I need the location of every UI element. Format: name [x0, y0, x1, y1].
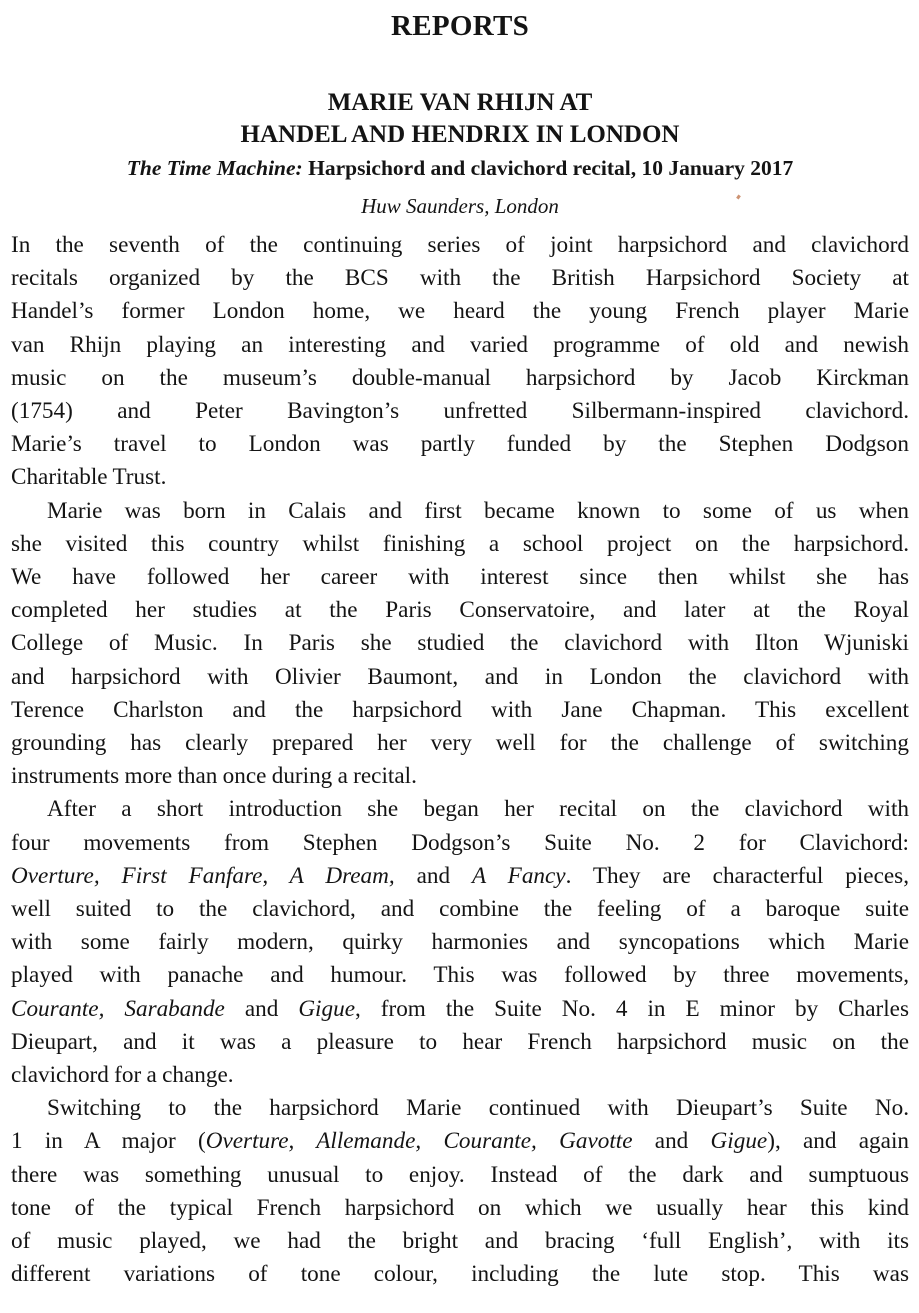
text-line: (1754) and Peter Bavington’s unfretted Silbermann-inspired clavichord. [11, 398, 909, 425]
paragraph-3 [11, 793, 909, 1092]
text-line: Switching to the harpsichord Marie continued with Dieupart’s Suite No. [47, 1095, 909, 1122]
paragraph-4 [11, 1092, 909, 1291]
article-title-line-2: HANDEL AND HENDRIX IN LONDON [240, 121, 680, 148]
text-line: she visited this country whilst finishing a school project on the harpsichord. [11, 530, 909, 557]
text-line: Marie was born in Calais and first became known to some of us when [47, 497, 909, 524]
text-line: completed her studies at the Paris Conservatoire, and later at the Royal [11, 597, 909, 624]
work-title: A Fancy [472, 862, 566, 889]
text-line: recitals organized by the BCS with the British Harpsichord Society at [11, 265, 909, 292]
text-line: Marie’s travel to London was partly funded by the Stephen Dodgson [11, 431, 909, 458]
text-fragment: and [224, 995, 299, 1022]
text-line: Handel’s former London home, we heard the young French player Marie [11, 298, 909, 325]
text-line [11, 993, 909, 1026]
byline: Huw Saunders, London [361, 194, 559, 218]
text-line: music on the museum’s double-manual harpsichord by Jacob Kirckman [11, 364, 909, 391]
text-line: clavichord for a change. [11, 1062, 234, 1089]
text-line: four movements from Stephen Dodgson’s Suite No. 2 for Clavichord: [11, 829, 909, 856]
article-subtitle [11, 153, 909, 183]
text-line: played with panache and humour. This was followed by three movements, [11, 962, 909, 989]
text-line: grounding has clearly prepared her very well for the challenge of switching [11, 730, 909, 757]
subtitle-rest: Harpsichord and clavichord recital, 10 January 2017 [302, 156, 794, 180]
text-line: Charitable Trust. [11, 464, 167, 491]
text-fragment: . They are characterful pieces, [565, 862, 909, 889]
text-fragment: and [394, 862, 472, 889]
text-line: Dieupart, and it was a pleasure to hear French harpsichord music on the [11, 1028, 909, 1055]
work-title: Gigue [298, 995, 355, 1022]
text-fragment: ), and again [767, 1128, 909, 1155]
text-fragment: 1 in A major ( [11, 1128, 206, 1155]
work-titles: Overture, First Fanfare, A Dream, [11, 862, 395, 889]
text-line: Terence Charlston and the harpsichord with Jane Chapman. This excellent [11, 696, 909, 723]
paragraph-2 [11, 495, 909, 794]
text-fragment: , from the Suite No. 4 in E minor by Charles [354, 995, 910, 1022]
text-line [11, 860, 909, 893]
article-title-line-1: MARIE VAN RHIJN AT [327, 89, 593, 116]
text-line: and harpsichord with Olivier Baumont, and in London the clavichord with [11, 663, 909, 690]
text-line: different variations of tone colour, including the lute stop. This was [11, 1261, 909, 1288]
text-line: well suited to the clavichord, and combine the feeling of a baroque suite [11, 896, 909, 923]
text-line: of music played, we had the bright and bracing ‘full English’, with its [11, 1228, 909, 1255]
work-titles: Courante, Sarabande [11, 995, 225, 1022]
text-line: with some fairly modern, quirky harmonies and syncopations which Marie [11, 929, 909, 956]
section-heading: REPORTS [390, 10, 530, 42]
text-line: College of Music. In Paris she studied the clavichord with Ilton Wjuniski [11, 630, 909, 657]
text-line: After a short introduction she began her recital on the clavichord with [47, 796, 909, 823]
text-line: We have followed her career with interest since then whilst she has [11, 564, 909, 591]
subtitle-italic: The Time Machine: [126, 156, 303, 180]
paragraph-1 [11, 229, 909, 495]
text-fragment: and [632, 1128, 711, 1155]
text-line: tone of the typical French harpsichord on which we usually hear this kind [11, 1194, 909, 1221]
text-line: In the seventh of the continuing series of joint harpsichord and clavichord [11, 232, 909, 258]
text-line [11, 1125, 909, 1158]
text-line: van Rhijn playing an interesting and varied programme of old and newish [11, 331, 909, 358]
text-line: there was something unusual to enjoy. Instead of the dark and sumptuous [11, 1161, 909, 1188]
work-titles: Overture, Allemande, Courante, Gavotte [205, 1128, 633, 1155]
work-title: Gigue [710, 1128, 768, 1155]
text-line: instruments more than once during a recital. [11, 763, 417, 790]
